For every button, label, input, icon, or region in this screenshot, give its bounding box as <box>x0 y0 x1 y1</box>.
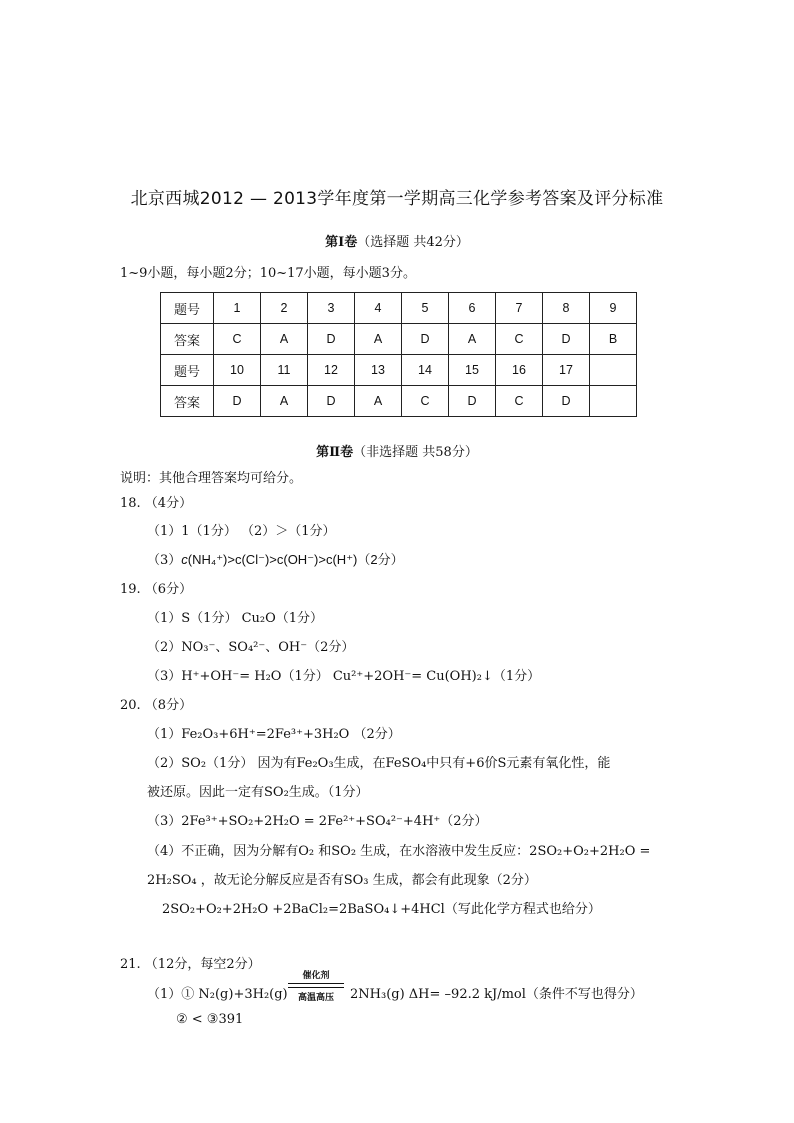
answer-cell: D <box>308 386 355 417</box>
table-row <box>161 386 637 417</box>
q20-answer-3: （3）2Fe³⁺+SO₂+2H₂O = 2Fe²⁺+SO₄²⁻+4H⁺（2分） <box>147 814 488 829</box>
empty-cell <box>590 355 637 386</box>
question-number: 2 <box>261 293 308 324</box>
part2-label: 第Ⅱ卷 <box>316 445 354 460</box>
part2-subtitle: （非选择题 共58分） <box>353 445 478 460</box>
empty-cell <box>590 386 637 417</box>
answer-cell: D <box>449 386 496 417</box>
answer-cell: D <box>543 324 590 355</box>
answer-cell: B <box>590 324 637 355</box>
answer-cell: C <box>496 324 543 355</box>
table-row <box>161 324 637 355</box>
equilibrium-arrow-top <box>288 983 344 984</box>
row-label-question: 题号 <box>161 293 214 324</box>
question-number: 6 <box>449 293 496 324</box>
q21-answer-1b: 2NH₃(g) ΔH= –92.2 kJ/mol（条件不写也得分） <box>350 987 643 1002</box>
q19-answer-2: （2）NO₃⁻、SO₄²⁻、OH⁻（2分） <box>147 640 355 655</box>
q18-answer-3: （3）c(NH₄⁺)>c(Cl⁻)>c(OH⁻)>c(H⁺)（2分） <box>147 552 404 568</box>
reaction-conditions-arrow <box>288 968 344 1004</box>
part2-note: 说明：其他合理答案均可给分。 <box>120 471 303 486</box>
answer-cell: C <box>402 386 449 417</box>
q20-answer-4-alt: 2SO₂+O₂+2H₂O +2BaCl₂=2BaSO₄↓+4HCl（写此化学方程式也给分） <box>162 902 601 917</box>
row-label-answer: 答案 <box>161 386 214 417</box>
answer-cell: A <box>261 386 308 417</box>
table-row <box>161 355 637 386</box>
question-number: 17 <box>543 355 590 386</box>
question-number: 1 <box>214 293 261 324</box>
table-row <box>161 293 637 324</box>
part1-heading <box>0 231 794 250</box>
equilibrium-arrow-bottom <box>288 987 344 988</box>
part2-heading <box>0 441 794 460</box>
q21-answer-1a: （1）① N₂(g)+3H₂(g) <box>147 987 288 1002</box>
q19-answer-3: （3）H⁺+OH⁻= H₂O（1分） Cu²⁺+2OH⁻= Cu(OH)₂↓（1分） <box>147 669 541 684</box>
q19-heading: 19. （6分） <box>120 582 193 597</box>
question-number: 11 <box>261 355 308 386</box>
document-title: 北京西城2012 — 2013学年度第一学期高三化学参考答案及评分标准 <box>130 189 664 209</box>
part1-scoring-note: 1~9小题，每小题2分；10~17小题，每小题3分。 <box>120 266 416 281</box>
q18-answer-1: （1）1（1分） （2）＞（1分） <box>147 524 336 539</box>
answer-cell: D <box>308 324 355 355</box>
q18-answer-3-text: (NH₄⁺)>c(Cl⁻)>c(OH⁻)>c(H⁺)（2分） <box>187 552 404 567</box>
q18-answer-3-prefix: （3） <box>147 553 182 568</box>
question-number: 15 <box>449 355 496 386</box>
question-number: 8 <box>543 293 590 324</box>
catalyst-label: 催化剂 <box>302 971 330 981</box>
q20-answer-4-cont: 2H₂SO₄ ，故无论分解反应是否有SO₃ 生成，都会有此现象（2分） <box>147 873 537 888</box>
q21-heading: 21. （12分，每空2分） <box>120 957 261 972</box>
answer-cell: D <box>214 386 261 417</box>
question-number: 4 <box>355 293 402 324</box>
answer-cell: D <box>543 386 590 417</box>
conditions-label: 高温高压 <box>297 993 334 1003</box>
question-number: 5 <box>402 293 449 324</box>
answer-cell: A <box>449 324 496 355</box>
row-label-question: 题号 <box>161 355 214 386</box>
question-number: 10 <box>214 355 261 386</box>
question-number: 16 <box>496 355 543 386</box>
answer-cell: C <box>496 386 543 417</box>
answer-table <box>160 292 637 417</box>
part1-label: 第Ⅰ卷 <box>325 235 358 250</box>
answer-cell: A <box>261 324 308 355</box>
question-number: 13 <box>355 355 402 386</box>
part1-subtitle: （选择题 共42分） <box>357 235 469 250</box>
question-number: 12 <box>308 355 355 386</box>
q20-heading: 20. （8分） <box>120 698 193 713</box>
q21-answer-2-3: ② < ③391 <box>176 1012 244 1027</box>
q19-answer-1: （1）S（1分） Cu₂O（1分） <box>147 611 324 626</box>
answer-cell: A <box>355 324 402 355</box>
question-number: 14 <box>402 355 449 386</box>
question-number: 3 <box>308 293 355 324</box>
q20-answer-1: （1）Fe₂O₃+6H⁺=2Fe³⁺+3H₂O （2分） <box>147 727 401 742</box>
q20-answer-4: （4）不正确，因为分解有O₂ 和SO₂ 生成，在水溶液中发生反应：2SO₂+O₂+2H₂O = <box>147 844 651 859</box>
q20-answer-2-cont: 被还原。因此一定有SO₂生成。（1分） <box>147 785 369 800</box>
question-number: 7 <box>496 293 543 324</box>
answer-cell: D <box>402 324 449 355</box>
row-label-answer: 答案 <box>161 324 214 355</box>
answer-cell: A <box>355 386 402 417</box>
question-number: 9 <box>590 293 637 324</box>
q18-heading: 18. （4分） <box>120 496 193 511</box>
answer-cell: C <box>214 324 261 355</box>
q20-answer-2: （2）SO₂（1分） 因为有Fe₂O₃生成，在FeSO₄中只有+6价S元素有氧化性，能 <box>147 756 611 771</box>
